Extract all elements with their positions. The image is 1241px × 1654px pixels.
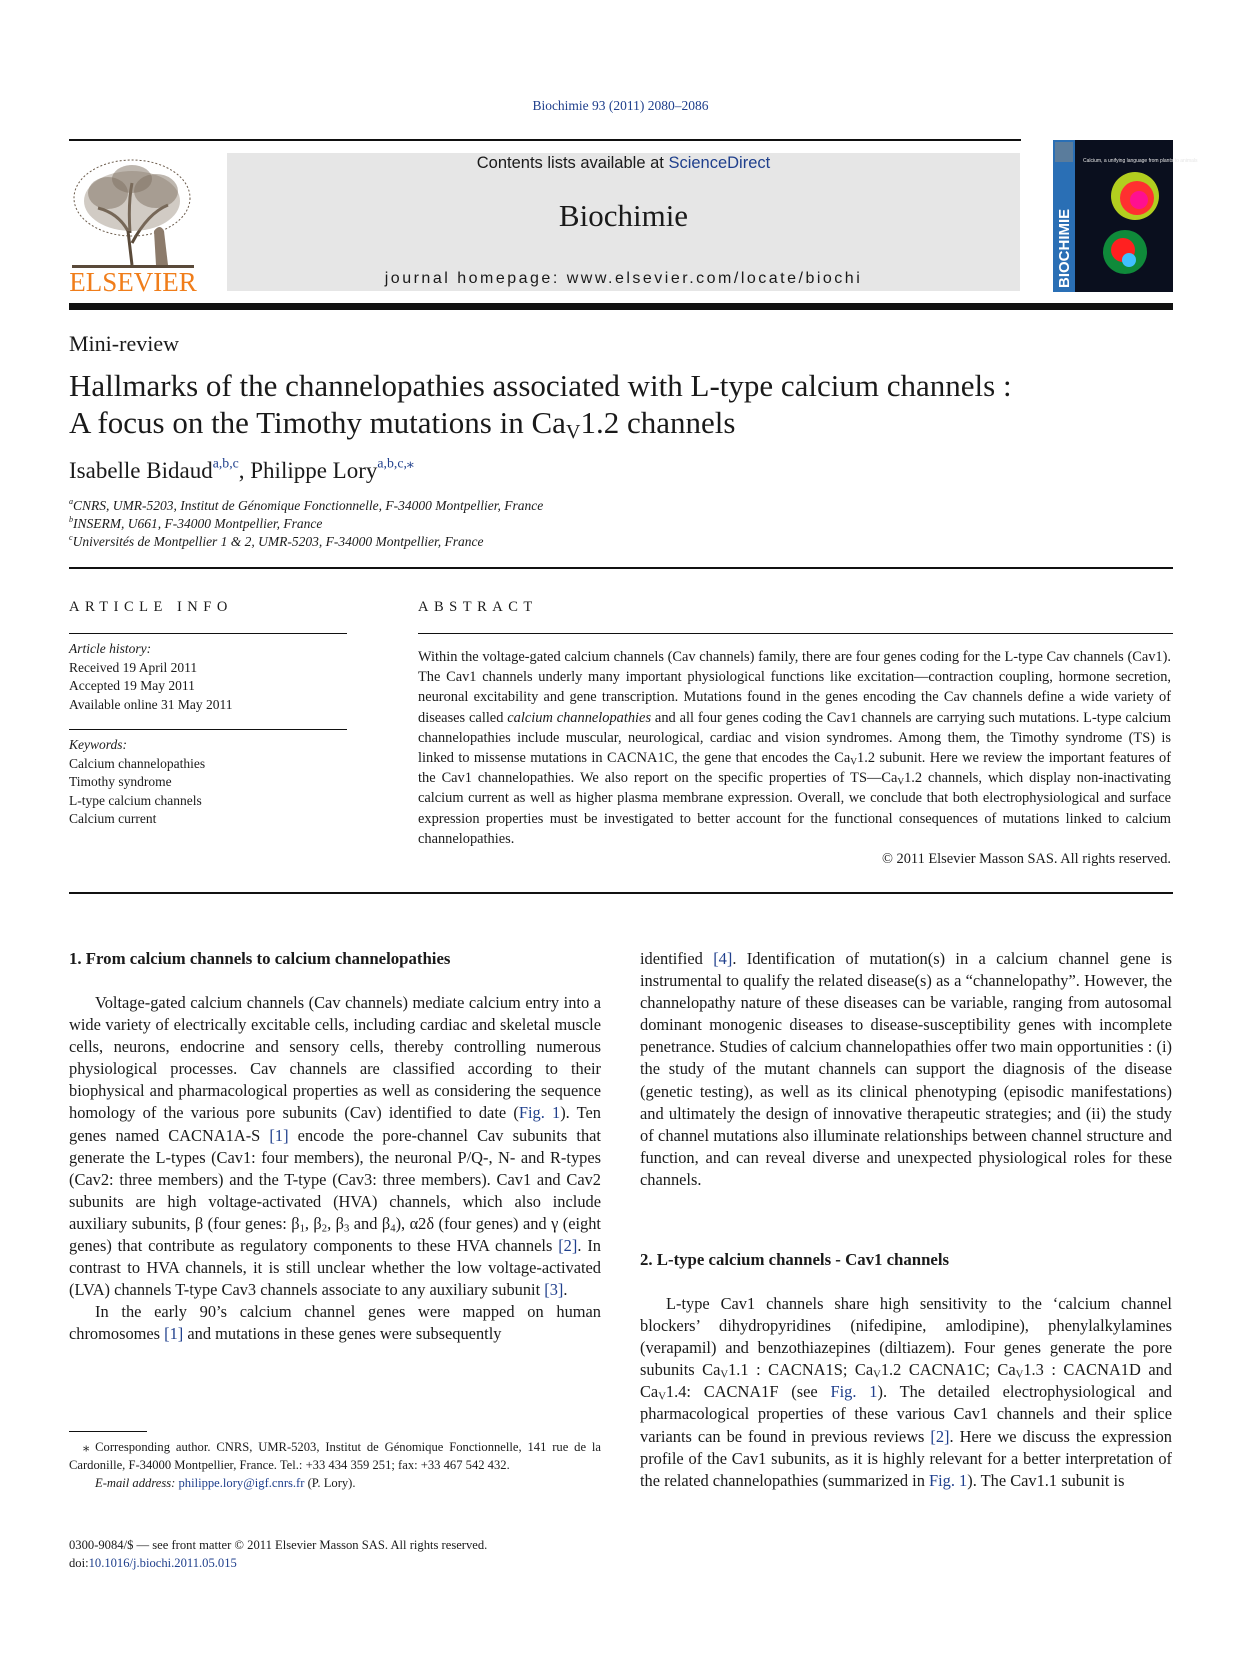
title-rule	[69, 567, 1173, 569]
abstract-bottom-rule	[69, 892, 1173, 894]
article-type: Mini-review	[69, 331, 179, 356]
doi-link[interactable]: 10.1016/j.biochi.2011.05.015	[88, 1556, 237, 1570]
affiliation: $^a$CNRS, UMR-5203, Institut de Génomique Fonctionnelle, F-34000 Montpellier, France	[69, 496, 544, 513]
author-affiliation-marks[interactable]: a,b,c,⁎	[377, 455, 414, 471]
journal-citation: Biochimie 93 (2011) 2080–2086	[532, 98, 709, 113]
affiliation: $^c$Universités de Montpellier 1 & 2, UMR-5203, F-34000 Montpellier, France	[69, 532, 484, 549]
abstract-heading: ABSTRACT	[418, 599, 538, 615]
sciencedirect-link[interactable]: ScienceDirect	[668, 154, 771, 172]
article-history: Article history: Received 19 April 2011 Accepted 19 May 2011 Available online 31 May 2011	[69, 641, 233, 712]
affiliation: $^b$INSERM, U661, F-34000 Montpellier, France	[69, 514, 323, 531]
front-matter: 0300-9084/$ — see front matter © 2011 Elsevier Masson SAS. All rights reserved. doi:10.1016/j.biochi.2011.05.015	[69, 1538, 488, 1570]
reference-link[interactable]: [2]	[558, 1236, 578, 1256]
header-rule	[69, 139, 1021, 141]
keyword: Calcium current	[69, 811, 157, 826]
keyword: L-type calcium channels	[69, 792, 202, 808]
author-list: Isabelle Bidaud$^{a,b,c}$, Philippe Lory$^{a,b,c,⁎}$	[69, 455, 414, 483]
abstract-text: Within the voltage-gated calcium channels (Cav channels) family, there are four genes coding for the L-type Cav channels (Cav1). The Cav1 channels underly many important physiological functions like excitation—contraction coupling, hormone secretion, neuronal excitability and gene transcription. Mutations found in the genes encoding the Cav channels define a wide variety of diseases called calcium channelopathies and all four genes coding the Cav1 channels are carrying such mutations. L-type calcium channelopathies include muscular, neurological, cardiac and vision syndromes. Among them, the Timothy syndrome (TS) is linked to missense mutations in CACNA1C, the gene that encodes the $Ca_V1.2$ subunit. Here we review the important features of the Cav1 channelopathies. We also report on the specific properties of $TS—Ca_V1.2$ channels, which display non-inactivating calcium current as well as higher plasma membrane expression. Overall, we conclude that both electrophysiological and surface expression properties must be investigated to better account for the functional consequences of mutations linked to calcium channelopathies. © 2011 Elsevier Masson SAS. All rights reserved.	[418, 647, 1171, 869]
contents-line: Contents lists available at ScienceDirect	[476, 154, 771, 172]
keywords-rule	[69, 729, 347, 730]
article-info-heading: ARTICLE INFO	[69, 599, 233, 615]
footnote-rule	[69, 1431, 147, 1432]
footnote: ⁎ Corresponding author. CNRS, UMR-5203, Institut de Génomique Fonctionnelle, 141 rue de la Cardonille, F-34000 Montpellier, France. Tel.: +33 434 359 251; fax: +33 467 542 432. E-mail address: philippe.lory@igf.cnrs.fr (P. Lory).	[69, 1440, 601, 1490]
header-thick-rule	[69, 303, 1173, 310]
svg-text:Calcium, a unifying language f: Calcium, a unifying language from plants to animals	[1083, 158, 1198, 164]
figure-link[interactable]: Fig. 1	[518, 1103, 561, 1123]
keyword: Timothy syndrome	[69, 774, 172, 789]
journal-name: Biochimie	[558, 198, 689, 233]
reference-link[interactable]: [4]	[713, 949, 733, 968]
reference-link[interactable]: [1]	[164, 1324, 184, 1344]
abstract-copyright: © 2011 Elsevier Masson SAS. All rights reserved.	[882, 851, 1171, 868]
journal-homepage[interactable]: journal homepage: www.elsevier.com/locate/biochi	[384, 270, 863, 287]
author-name: Isabelle Bidaud	[69, 458, 213, 483]
right-column-body-1: identified [4]. Identification of mutation(s) in a calcium channel gene is instrumental to qualify the related disease(s) as a “channelopathy”. However, the channelopathy nature of these diseases can be variable, ranging from autosomal dominant monogenic diseases to disease-susceptibility genes with incomplete penetrance. Studies of calcium channelopathies offer two main opportunities : (i) the study of the mutant channels can support the diagnosis of the disease (genetic testing), as well as its clinical phenotyping (episodic manifestations) and ultimately the design of innovative therapeutic strategies; and (ii) the study of channel mutations also illuminate relationships between channel structure and function, and can reveal diverse and unexpected physiological roles for these channels.	[640, 949, 1172, 1189]
article-title: Hallmarks of the channelopathies associated with L-type calcium channels : A focus on the Timothy mutations in $Ca_V1.2$ channels	[69, 368, 1012, 444]
figure-link[interactable]: Fig. 1	[929, 1470, 968, 1490]
article-info-rule	[69, 633, 347, 634]
section-1-heading: 1. From calcium channels to calcium channelopathies	[69, 949, 451, 968]
keyword: Calcium channelopathies	[69, 755, 206, 771]
elsevier-logo	[68, 153, 198, 295]
abstract-rule	[418, 633, 1173, 634]
right-column-body-2: L-type Cav1 channels share high sensitivity to the ‘calcium channel blockers’ dihydropyridines (nifedipine, amlodipine), phenylalkylamines (verapamil) and benzothiazepines (diltiazem). Four genes generate the pore subunits $Ca_V1.1$ : CACNA1S; $Ca_V1.2$ CACNA1C; $Ca_V1.3$ : CACNA1D and $Ca_V1.4$: CACNA1F (see Fig. 1). The detailed electrophysiological and pharmacological properties of these various Cav1 channels and their splice variants can be found in previous reviews [2]. Here we discuss the expression profile of the Cav1 subunits, as it is highly relevant for a better interpretation of the related channelopathies (summarized in Fig. 1). The Cav1.1 subunit is	[640, 1294, 1172, 1490]
section-2-heading: 2. L-type calcium channels - Cav1 channels	[640, 1250, 950, 1269]
left-column-body: Voltage-gated calcium channels (Cav channels) mediate calcium entry into a wide variety of electrically excitable cells, including cardiac and skeletal muscle cells, neurons, endocrine and sensory cells, thereby controlling numerous physiological processes. Cav channels are classified according to their biophysical and pharmacological properties as well as considering the sequence homology of the various pore subunits (Cav) identified to date (Fig. 1). Ten genes named CACNA1A-S [1] encode the pore-channel Cav subunits that generate the L-types (Cav1: four members), the neuronal P/Q-, N- and R-types (Cav2: three members) and the T-type (Cav3: three members). Cav1 and Cav2 subunits are high voltage-activated (HVA) channels, which also include auxiliary subunits, β (four genes: $\beta_1$, $\beta_2$, $\beta_3$ and $\beta_4$), α2δ (four genes) and γ (eight genes) that contribute as regulatory components to these HVA channels [2]. In contrast to HVA channels, it is still unclear whether the low voltage-activated (LVA) channels T-type Cav3 channels associate to any auxiliary subunit [3]. In the early 90’s calcium channel genes were mapped on human chromosomes [1] and mutations in these genes were subsequently	[69, 993, 601, 1344]
reference-link[interactable]: [2]	[930, 1426, 950, 1446]
journal-cover-image	[1053, 140, 1198, 292]
svg-text:BIOCHIMIE: BIOCHIMIE	[1056, 208, 1073, 288]
author-affiliation-marks[interactable]: a,b,c	[212, 455, 239, 471]
svg-text:ELSEVIER: ELSEVIER	[69, 267, 197, 297]
figure-link[interactable]: Fig. 1	[830, 1382, 878, 1402]
reference-link[interactable]: [1]	[269, 1125, 289, 1145]
author-name: Philippe Lory	[250, 458, 378, 483]
email-link[interactable]: philippe.lory@igf.cnrs.fr	[178, 1476, 305, 1490]
keywords: Keywords: Calcium channelopathies Timothy syndrome L-type calcium channels Calcium current	[69, 736, 205, 829]
reference-link[interactable]: [3]	[544, 1280, 564, 1300]
